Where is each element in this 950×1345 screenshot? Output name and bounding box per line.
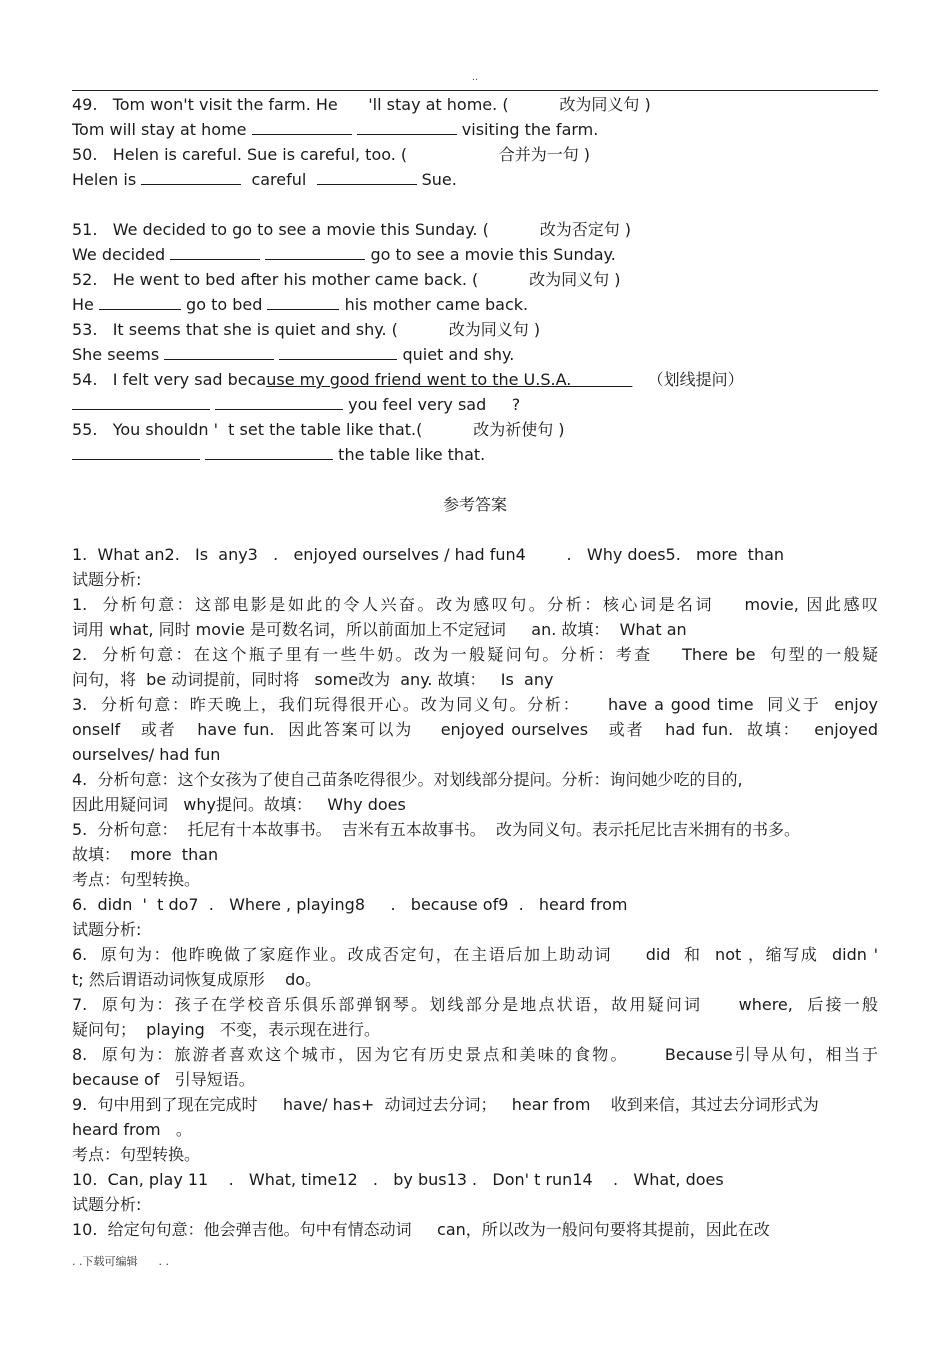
answer-blank bbox=[164, 342, 274, 360]
header-dots: .. bbox=[471, 72, 479, 83]
analysis-line: 4. 分析句意：这个女孩为了使自己苗条吃得很少。对划线部分提问。分析：询问她少吃的目的, bbox=[72, 770, 743, 789]
analysis-line: heard from 。 bbox=[72, 1120, 192, 1139]
answer-blank bbox=[215, 392, 343, 410]
analysis-line: 7. 原句为：孩子在学校音乐俱乐部弹钢琴。划线部分是地点状语，故用疑问词 where, 后接一般 bbox=[72, 995, 878, 1014]
answers-line: 1. What an2. Is any3 . enjoyed ourselves / had fun4 . Why does5. more than bbox=[72, 545, 785, 564]
analysis-line: 问句，将 be 动词提前，同时将 some改为 any. 故填： Is any bbox=[72, 670, 554, 689]
question-55: 55. You shouldn ' t set the table like that.( 改为祈使句 ) bbox=[72, 420, 565, 439]
answer-blank bbox=[170, 242, 260, 260]
answer-line-51 bbox=[72, 242, 878, 267]
answer-text: visiting the farm. bbox=[456, 120, 599, 139]
blank-line bbox=[72, 517, 878, 542]
answer-text: We decided bbox=[72, 245, 171, 264]
answer-line-54 bbox=[72, 392, 878, 417]
question-instruction: （划线提问） bbox=[632, 370, 744, 389]
question-text: 54. I felt very sad beca bbox=[72, 370, 267, 389]
answers-line: 10. Can, play 11 . What, time12 . by bus13 . Don' t run14 . What, does bbox=[72, 1170, 724, 1189]
answer-blank bbox=[357, 117, 457, 135]
answer-line-52 bbox=[72, 292, 878, 317]
answer-text: Tom will stay at home bbox=[72, 120, 252, 139]
analysis-line: 因此用疑问词 why提问。故填： Why does bbox=[72, 795, 406, 814]
answer-blank bbox=[265, 242, 365, 260]
answer-text: quiet and shy. bbox=[397, 345, 515, 364]
analysis-line: 9. 句中用到了现在完成时 have/ has+ 动词过去分词； hear from 收到来信，其过去分词形式为 bbox=[72, 1095, 819, 1114]
analysis-line: 5. 分析句意： 托尼有十本故事书。 吉米有五本故事书。 改为同义句。表示托尼比吉米拥有的书多。 bbox=[72, 820, 800, 839]
question-51: 51. We decided to go to see a movie this Sunday. ( 改为否定句 ) bbox=[72, 220, 632, 239]
answer-text: He bbox=[72, 295, 99, 314]
answers-title: 参考答案 bbox=[442, 495, 507, 514]
analysis-heading: 试题分析: bbox=[72, 920, 142, 939]
analysis-line: because of 引导短语。 bbox=[72, 1070, 255, 1089]
blank-line bbox=[72, 467, 878, 492]
analysis-line: 8. 原句为：旅游者喜欢这个城市，因为它有历史景点和美味的食物。 Because引导从句，相当于 bbox=[72, 1045, 878, 1064]
analysis-line: 6. 原句为：他昨晚做了家庭作业。改成否定句，在主语后加上助动词 did 和 not ，缩写成 didn ' bbox=[72, 945, 878, 964]
document-body bbox=[72, 92, 878, 1242]
question-54 bbox=[72, 367, 878, 392]
answer-blank bbox=[72, 392, 210, 410]
answer-text: go to bed bbox=[180, 295, 268, 314]
analysis-line: 3. 分析句意：昨天晚上，我们玩得很开心。改为同义句。分析： have a good time 同义于 enjoy bbox=[72, 695, 878, 714]
analysis-line: 疑问句； playing 不变，表示现在进行。 bbox=[72, 1020, 381, 1039]
analysis-heading: 试题分析: bbox=[72, 570, 142, 589]
answer-text: Helen is bbox=[72, 170, 142, 189]
answer-text: careful bbox=[241, 170, 317, 189]
blank-line bbox=[72, 192, 878, 217]
analysis-line: onself 或者 have fun. 因此答案可以为 enjoyed ourselves 或者 had fun. 故填： enjoyed bbox=[72, 720, 878, 739]
answer-blank bbox=[279, 342, 397, 360]
question-53: 53. It seems that she is quiet and shy. ( 改为同义句 ) bbox=[72, 320, 541, 339]
analysis-line: 词用 what, 同时 movie 是可数名词，所以前面加上不定冠词 an. 故填： What an bbox=[72, 620, 687, 639]
header-rule bbox=[72, 90, 878, 91]
analysis-line: 1. 分析句意：这部电影是如此的令人兴奋。改为感叹句。分析：核心词是名词 movie, 因此感叹 bbox=[72, 595, 878, 614]
underlined-part: use my good friend went to the U.S.A. bbox=[266, 370, 633, 389]
answer-blank bbox=[141, 167, 241, 185]
answer-blank bbox=[205, 442, 333, 460]
answer-text: Sue. bbox=[416, 170, 457, 189]
answer-blank bbox=[99, 292, 181, 310]
answer-line-50 bbox=[72, 167, 878, 192]
answer-blank bbox=[252, 117, 352, 135]
answer-text: She seems bbox=[72, 345, 165, 364]
answer-text: the table like that. bbox=[333, 445, 486, 464]
answer-line-55 bbox=[72, 442, 878, 467]
answer-text: his mother came back. bbox=[339, 295, 529, 314]
analysis-line: ourselves/ had fun bbox=[72, 745, 221, 764]
analysis-line: 10. 给定句句意：他会弹吉他。句中有情态动词 can，所以改为一般问句要将其提前，因此在改 bbox=[72, 1220, 770, 1239]
analysis-line: 2. 分析句意：在这个瓶子里有一些牛奶。改为一般疑问句。分析：考查 There be 句型的一般疑 bbox=[72, 645, 878, 664]
answer-line-53 bbox=[72, 342, 878, 367]
kaodian-line: 考点：句型转换。 bbox=[72, 1145, 201, 1164]
answer-blank bbox=[72, 442, 200, 460]
analysis-line: 故填： more than bbox=[72, 845, 219, 864]
answer-text: you feel very sad ? bbox=[343, 395, 521, 414]
answer-blank bbox=[317, 167, 417, 185]
question-49: 49. Tom won't visit the farm. He 'll stay at home. ( 改为同义句 ) bbox=[72, 95, 651, 114]
page-footer: . .下载可编辑 . . bbox=[72, 1255, 169, 1268]
answer-text: go to see a movie this Sunday. bbox=[365, 245, 616, 264]
kaodian-line: 考点：句型转换。 bbox=[72, 870, 201, 889]
answer-line-49 bbox=[72, 117, 878, 142]
question-52: 52. He went to bed after his mother came back. ( 改为同义句 ) bbox=[72, 270, 621, 289]
answers-line: 6. didn ' t do7 . Where , playing8 . because of9 . heard from bbox=[72, 895, 628, 914]
analysis-line: t; 然后谓语动词恢复成原形 do。 bbox=[72, 970, 322, 989]
analysis-heading: 试题分析: bbox=[72, 1195, 142, 1214]
question-50: 50. Helen is careful. Sue is careful, too. ( 合并为一句 ) bbox=[72, 145, 591, 164]
answer-blank bbox=[267, 292, 339, 310]
